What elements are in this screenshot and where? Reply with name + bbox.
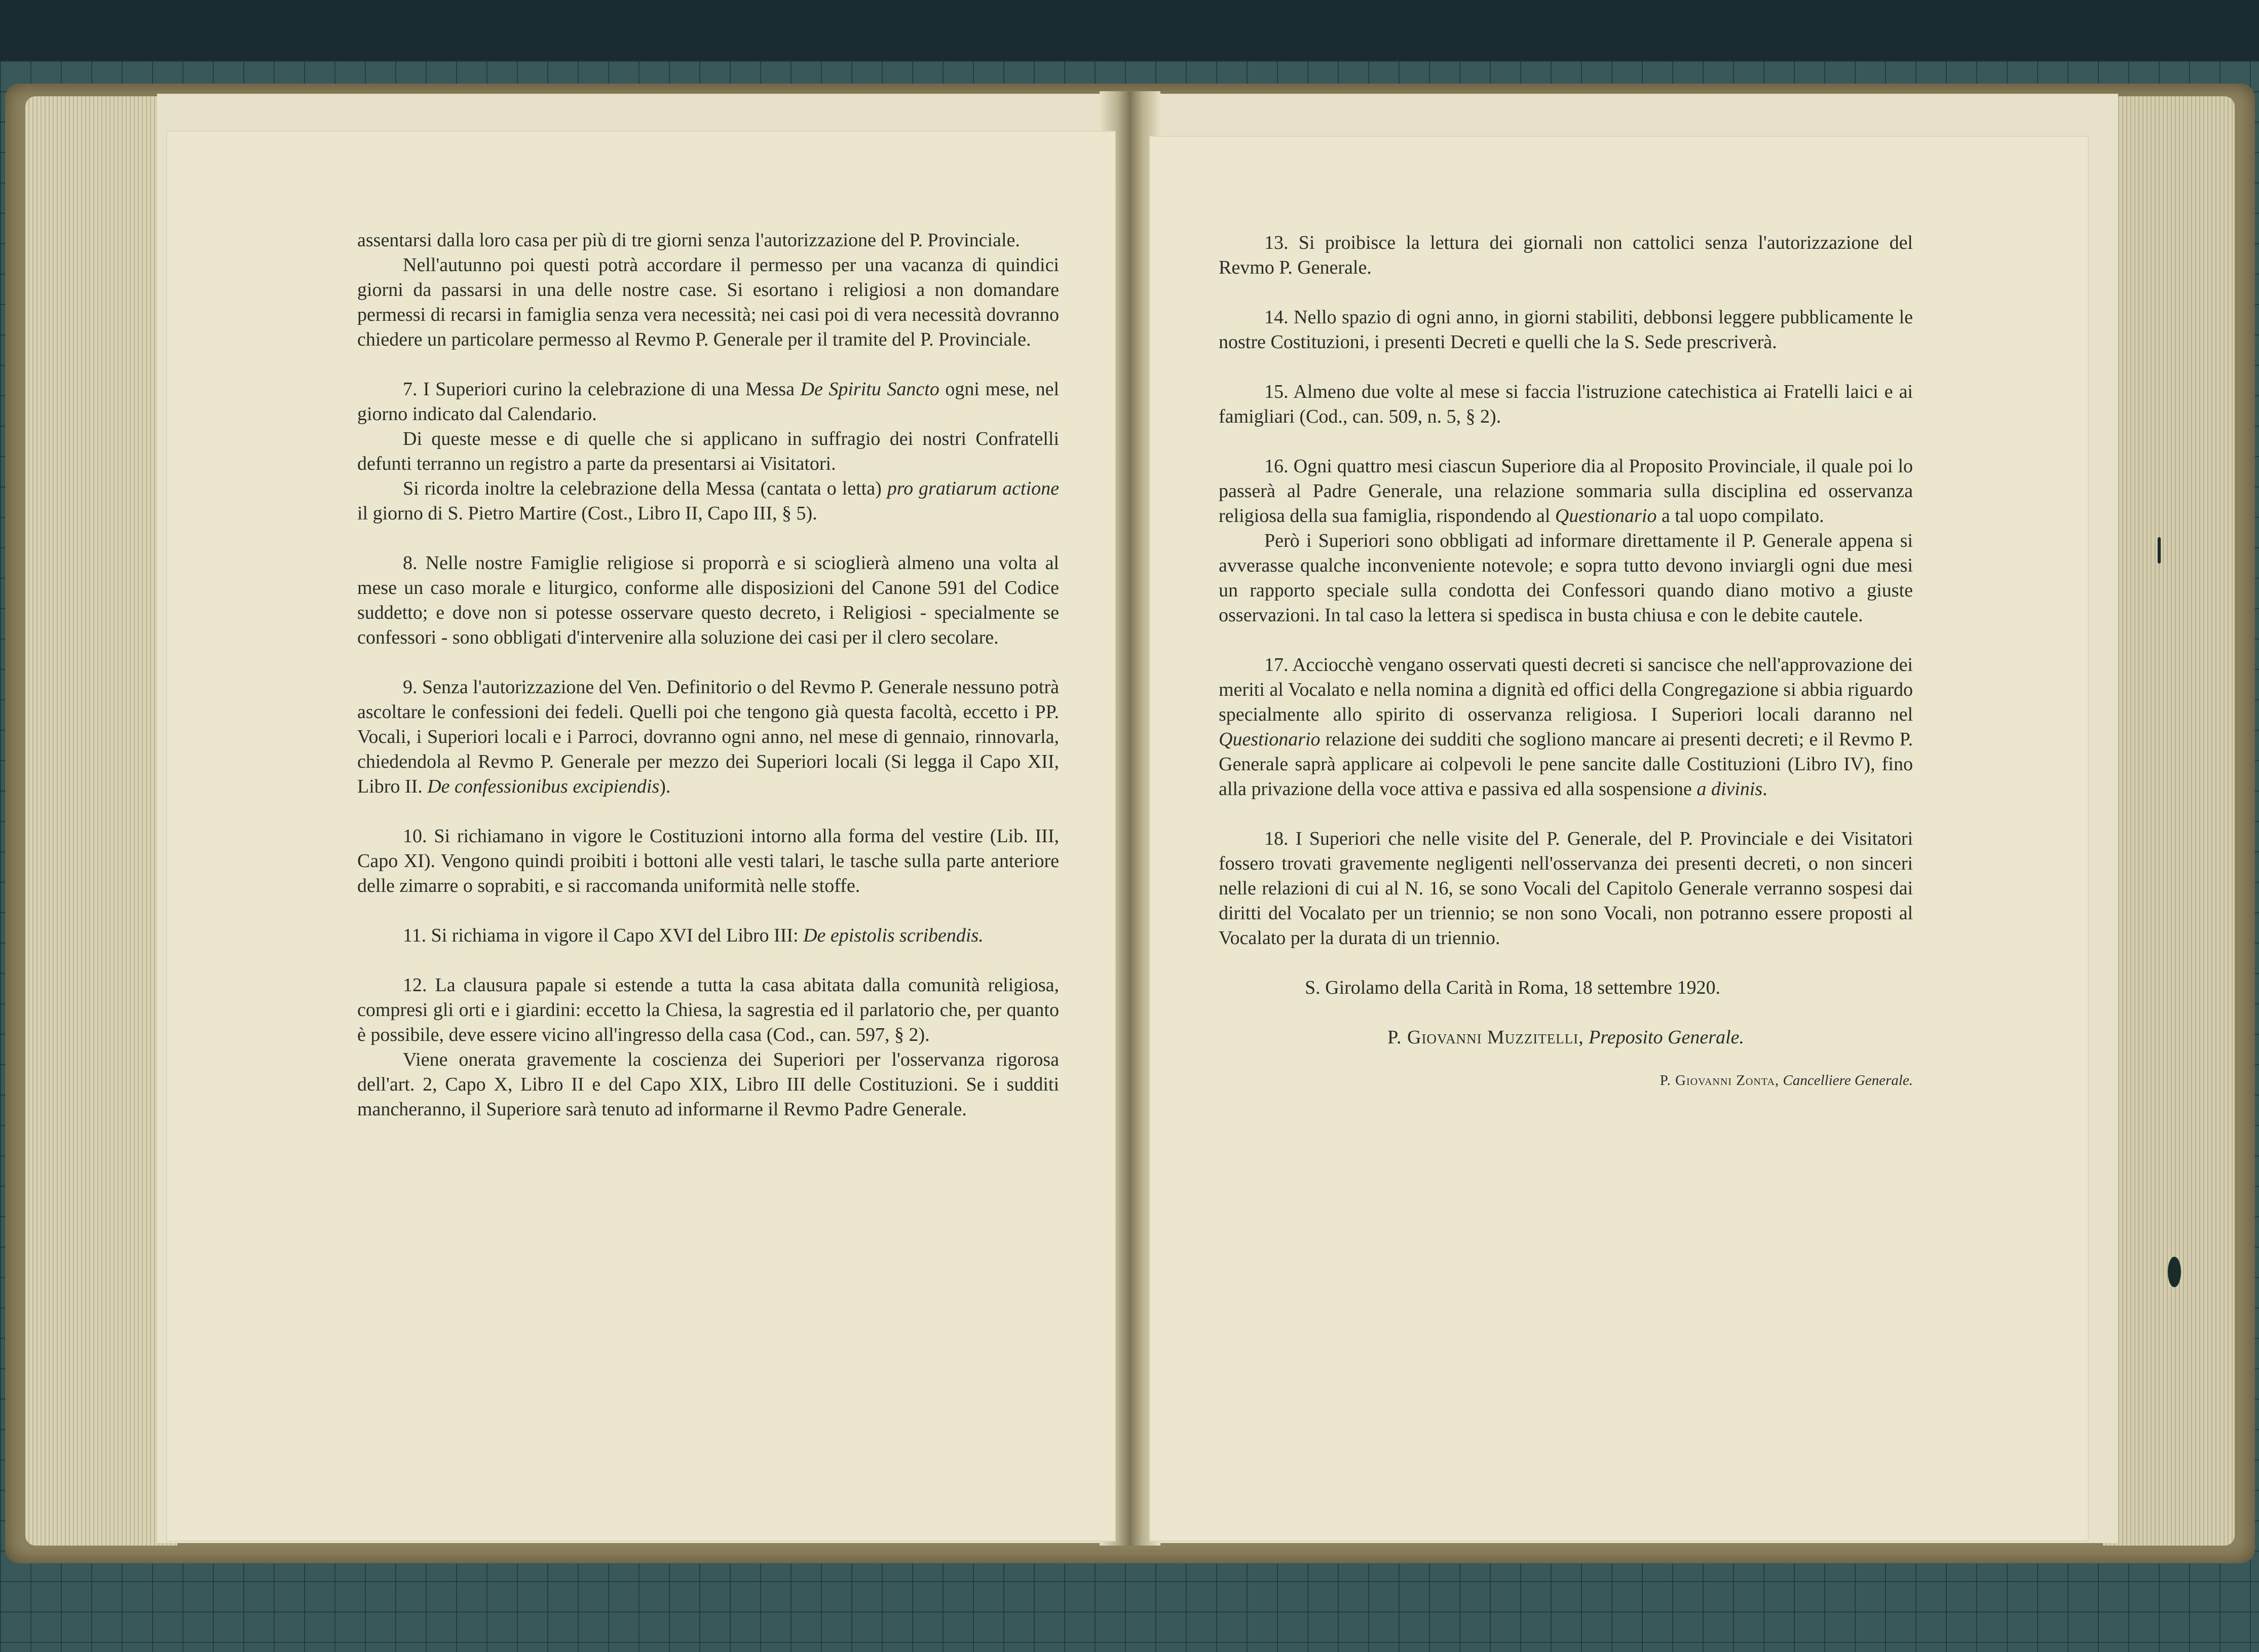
p7-text-e: il giorno di S. Pietro Martire (Cost., Libro II, Capo III, § 5).: [357, 503, 817, 524]
p7-italic-2: pro gratiarum actione: [887, 478, 1059, 499]
paragraph-autunno: Nell'autunno poi questi potrà accordare il permesso per una vacanza di quindici giorni da passarsi in una delle nostre case. Si esortano i religiosi a non domandare permessi di recarsi in famiglia senza vera necessità; nei casi poi di vera necessità dovranno chiedere un particolare permesso al Revmo P. Generale per il tramite del P. Provinciale.: [357, 254, 1059, 350]
p11-italic: De epistolis scribendis.: [803, 925, 984, 946]
paragraph-11: [357, 923, 1059, 948]
paragraph-7: [357, 377, 1059, 427]
p7-text-d: Si ricorda inoltre la celebrazione della Messa (cantata o letta): [403, 478, 882, 499]
paragraph-8: 8. Nelle nostre Famiglie religiose si proporrà e si scioglierà almeno una volta al mese un caso morale e liturgico, conforme alle disposizioni del Canone 591 del Codice suddetto; e dove non si potesse osservare questo decreto, i Religiosi - specialmente se confessori - sono obbligati d'intervenire alla soluzione dei casi per il clero secolare.: [357, 552, 1059, 648]
paragraph-7-ricorda: [357, 476, 1059, 526]
p17-text-a: 17. Acciocchè vengano osservati questi decreti si sancisce che nell'approvazione dei meriti al Vocalato e nella nomina a dignità ed offici della Congregazione si abbia riguardo specialmente allo spirito di osservanza religiosa. I Superiori locali daranno nel: [1219, 654, 1913, 725]
paragraph-16: [1219, 454, 1913, 529]
signature-1-title: Preposito Generale.: [1589, 1027, 1744, 1048]
signature-1-name: P. Giovanni Muzzitelli,: [1387, 1027, 1584, 1048]
signature-2-name: P. Giovanni Zonta,: [1660, 1072, 1780, 1088]
paragraph-intro: assentarsi dalla loro casa per più di tre giorni senza l'autorizzazione del P. Provinciale.: [357, 230, 1020, 251]
paragraph-15: 15. Almeno due volte al mese si faccia l'istruzione catechistica ai Fratelli laici e ai famigliari (Cod., can. 509, n. 5, § 2).: [1219, 381, 1913, 427]
paragraph-9: [357, 675, 1059, 799]
paragraph-10: 10. Si richiamano in vigore le Costituzioni intorno alla forma del vestire (Lib. III, Capo XI). Vengono quindi proibiti i bottoni alle vesti talari, le tasche sulla parte anteriore delle zimarre o soprabiti, e si raccomanda uniformità nelle stoffe.: [357, 825, 1059, 896]
p16-text-b: a tal uopo compilato.: [1661, 505, 1824, 527]
dateline: S. Girolamo della Carità in Roma, 18 settembre 1920.: [1305, 977, 1721, 998]
paragraph-17: [1219, 653, 1913, 802]
p16-italic: Questionario: [1555, 505, 1657, 527]
p11-text-a: 11. Si richiama in vigore il Capo XVI del Libro III:: [403, 925, 799, 946]
left-page-text: [357, 228, 1059, 1122]
paragraph-12: 12. La clausura papale si estende a tutta la casa abitata dalla comunità religiosa, compresi gli orti e i giardini: eccetto la Chiesa, la sagrestia ed il parlatorio che, per quanto è possibile, deve essere vicino all'ingresso della casa (Cod., can. 597, § 2).: [357, 974, 1059, 1045]
left-page-block-edge: [25, 96, 177, 1546]
paragraph-7-registro: Di queste messe e di quelle che si applicano in suffragio dei nostri Confratelli defunti terranno un registro a parte da presentarsi ai Visitatori.: [357, 428, 1059, 474]
ink-spot: [2168, 1257, 2181, 1287]
p7-text-a: 7. I Superiori curino la celebrazione di una Messa: [403, 379, 795, 400]
p16-text-a: 16. Ogni quattro mesi ciascun Superiore dia al Proposito Provinciale, il quale poi lo passerà al Padre Generale, una relazione sommaria sulla disciplina ed osservanza religiosa della sua famiglia, rispondendo al: [1219, 456, 1913, 527]
right-page-block-edge: [2103, 96, 2235, 1546]
signature-2-title: Cancelliere Generale.: [1783, 1072, 1913, 1088]
p7-text-b: ogni mese, nel giorno indicato dal Calendario.: [357, 379, 1059, 425]
p17-text-b: relazione dei sudditi che sogliono mancare ai presenti decreti; e il Revmo P. Generale saprà applicare ai colpevoli le pene sancite dalle Costituzioni (Libro IV), fino alla privazione della voce attiva e passiva ed alla sospensione: [1219, 729, 1913, 800]
p17-text-c: .: [1762, 778, 1767, 800]
signature-preposito: [1219, 1025, 1913, 1050]
p9-italic: De confessionibus excipiendis: [427, 776, 660, 797]
paragraph-16-pero: Però i Superiori sono obbligati ad informare direttamente il P. Generale appena si avverasse qualche inconveniente notevole; e sopra tutto devono inviargli ogni due mesi un rapporto speciale sulla condotta dei Confessori quando diano motivo a giuste osservazioni. In tal caso la lettera si spedisca in busta chiusa e con le debite cautele.: [1219, 530, 1913, 626]
ink-mark: [2158, 537, 2161, 564]
p17-italic: Questionario: [1219, 729, 1321, 750]
p9-text-a: 9. Senza l'autorizzazione del Ven. Definitorio o del Revmo P. Generale nessuno potrà ascoltare le confessioni dei fedeli. Quelli poi che tengono già questa facoltà, eccetto i PP. Vocali, i Superiori locali e i Parroci, dovranno ogni anno, nel mese di gennaio, rinnovarla, chiedendola al Revmo P. Generale per mezzo dei Superiori locali (Si legga il Capo XII, Libro II.: [357, 677, 1059, 797]
right-page-text: [1219, 231, 1913, 1091]
scan-top-band: [0, 0, 2259, 61]
paragraph-13: 13. Si proibisce la lettura dei giornali non cattolici senza l'autorizzazione del Revmo P. Generale.: [1219, 232, 1913, 278]
signature-cancelliere: [1219, 1070, 1913, 1091]
paragraph-18: 18. I Superiori che nelle visite del P. Generale, del P. Provinciale e dei Visitatori fossero trovati gravemente negligenti nell'osservanza dei presenti decreti, o non sinceri nelle relazioni di cui al N. 16, se sono Vocali del Capitolo Generale verranno sospesi dai diritti del Vocalato per un triennio; se non sono Vocali, non potranno essere proposti al Vocalato per la durata di un triennio.: [1219, 828, 1913, 949]
paragraph-14: 14. Nello spazio di ogni anno, in giorni stabiliti, debbonsi leggere pubblicamente le nostre Costituzioni, i presenti Decreti e quelli che la S. Sede prescriverà.: [1219, 307, 1913, 353]
p9-text-b: ).: [659, 776, 671, 797]
p17-italic-2: a divinis: [1697, 778, 1763, 800]
p7-italic: De Spiritu Sancto: [800, 379, 939, 400]
paragraph-12-coscienza: Viene onerata gravemente la coscienza dei Superiori per l'osservanza rigorosa dell'art. 2, Capo X, Libro II e del Capo XIX, Libro III delle Costituzioni. Se i sudditi mancheranno, il Superiore sarà tenuto ad informarne il Revmo Padre Generale.: [357, 1049, 1059, 1120]
